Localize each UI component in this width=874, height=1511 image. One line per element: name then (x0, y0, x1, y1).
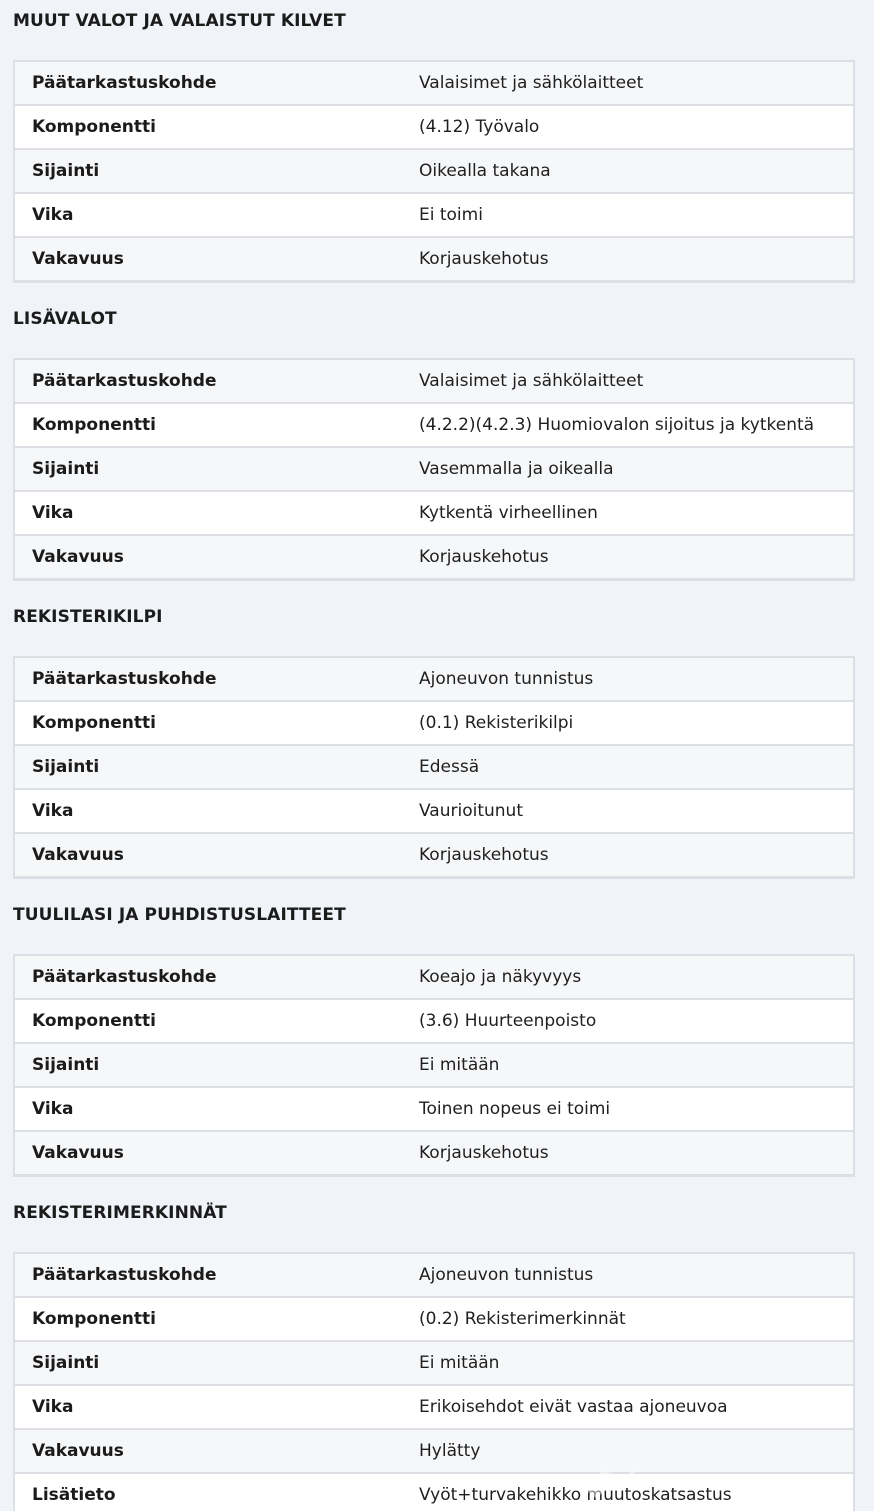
row-value: Valaisimet ja sähkölaitteet (419, 73, 644, 93)
table-row (15, 1044, 853, 1088)
table-row (15, 536, 853, 580)
defect-table (13, 656, 855, 879)
row-label: Päätarkastuskohde (32, 1265, 217, 1285)
section-title: TUULILASI JA PUHDISTUSLAITTEET (13, 905, 346, 925)
row-label: Lisätieto (32, 1485, 116, 1505)
table-row (15, 62, 853, 106)
row-label: Vakavuus (32, 1143, 124, 1163)
row-label: Vika (32, 801, 74, 821)
row-label: Päätarkastuskohde (32, 371, 217, 391)
watermark-logo-icon (574, 1458, 644, 1508)
row-label: Vakavuus (32, 1441, 124, 1461)
row-value: (4.2.2)(4.2.3) Huomiovalon sijoitus ja kytkentä (419, 415, 815, 435)
row-label: Vakavuus (32, 845, 124, 865)
row-label: Sijainti (32, 757, 100, 777)
table-row (15, 1386, 853, 1430)
row-value: Edessä (419, 757, 480, 777)
table-row (15, 658, 853, 702)
row-value: Oikealla takana (419, 161, 551, 181)
row-label: Vika (32, 1099, 74, 1119)
row-value: (0.1) Rekisterikilpi (419, 713, 574, 733)
row-value: Vaurioitunut (419, 801, 523, 821)
row-value: Vasemmalla ja oikealla (419, 459, 614, 479)
table-row (15, 834, 853, 878)
row-value: Toinen nopeus ei toimi (419, 1099, 611, 1119)
table-row (15, 194, 853, 238)
section-title: REKISTERIKILPI (13, 607, 163, 627)
table-row (15, 1088, 853, 1132)
row-value: Ajoneuvon tunnistus (419, 669, 594, 689)
row-value: Kytkentä virheellinen (419, 503, 598, 523)
row-label: Vakavuus (32, 249, 124, 269)
row-value: Koeajo ja näkyvyys (419, 967, 582, 987)
row-label: Päätarkastuskohde (32, 669, 217, 689)
row-label: Sijainti (32, 1055, 100, 1075)
defect-table (13, 954, 855, 1177)
row-label: Vika (32, 205, 74, 225)
row-value: Ei mitään (419, 1055, 500, 1075)
row-value: Ei mitään (419, 1353, 500, 1373)
row-value: Korjauskehotus (419, 845, 549, 865)
table-row (15, 1474, 853, 1511)
table-row (15, 746, 853, 790)
table-row (15, 1132, 853, 1176)
row-value: Vyöt+turvakehikko muutoskatsastus (419, 1485, 732, 1505)
row-value: Korjauskehotus (419, 1143, 549, 1163)
section-title: MUUT VALOT JA VALAISTUT KILVET (13, 11, 346, 31)
row-label: Päätarkastuskohde (32, 73, 217, 93)
row-label: Vika (32, 1397, 74, 1417)
table-row (15, 492, 853, 536)
table-row (15, 702, 853, 746)
row-value: Ajoneuvon tunnistus (419, 1265, 594, 1285)
table-row (15, 1254, 853, 1298)
defect-table (13, 1252, 855, 1511)
table-row (15, 790, 853, 834)
row-value: Erikoisehdot eivät vastaa ajoneuvoa (419, 1397, 728, 1417)
table-row (15, 448, 853, 492)
table-row (15, 106, 853, 150)
row-value: Korjauskehotus (419, 547, 549, 567)
table-row (15, 360, 853, 404)
row-label: Sijainti (32, 161, 100, 181)
row-label: Sijainti (32, 1353, 100, 1373)
table-row (15, 404, 853, 448)
row-label: Komponentti (32, 415, 156, 435)
row-label: Komponentti (32, 713, 156, 733)
row-label: Vika (32, 503, 74, 523)
defect-table (13, 358, 855, 581)
row-value: Hylätty (419, 1441, 481, 1461)
section-title: REKISTERIMERKINNÄT (13, 1203, 227, 1223)
row-label: Komponentti (32, 1309, 156, 1329)
row-value: (3.6) Huurteenpoisto (419, 1011, 597, 1031)
row-value: Valaisimet ja sähkölaitteet (419, 371, 644, 391)
defect-table (13, 60, 855, 283)
row-value: (0.2) Rekisterimerkinnät (419, 1309, 626, 1329)
table-row (15, 1000, 853, 1044)
table-row (15, 1342, 853, 1386)
table-row (15, 238, 853, 282)
row-value: (4.12) Työvalo (419, 117, 540, 137)
row-value: Korjauskehotus (419, 249, 549, 269)
row-label: Komponentti (32, 117, 156, 137)
row-label: Sijainti (32, 459, 100, 479)
row-label: Komponentti (32, 1011, 156, 1031)
row-label: Päätarkastuskohde (32, 967, 217, 987)
table-row (15, 150, 853, 194)
table-row (15, 956, 853, 1000)
table-row (15, 1430, 853, 1474)
section-title: LISÄVALOT (13, 309, 117, 329)
row-label: Vakavuus (32, 547, 124, 567)
table-row (15, 1298, 853, 1342)
row-value: Ei toimi (419, 205, 483, 225)
